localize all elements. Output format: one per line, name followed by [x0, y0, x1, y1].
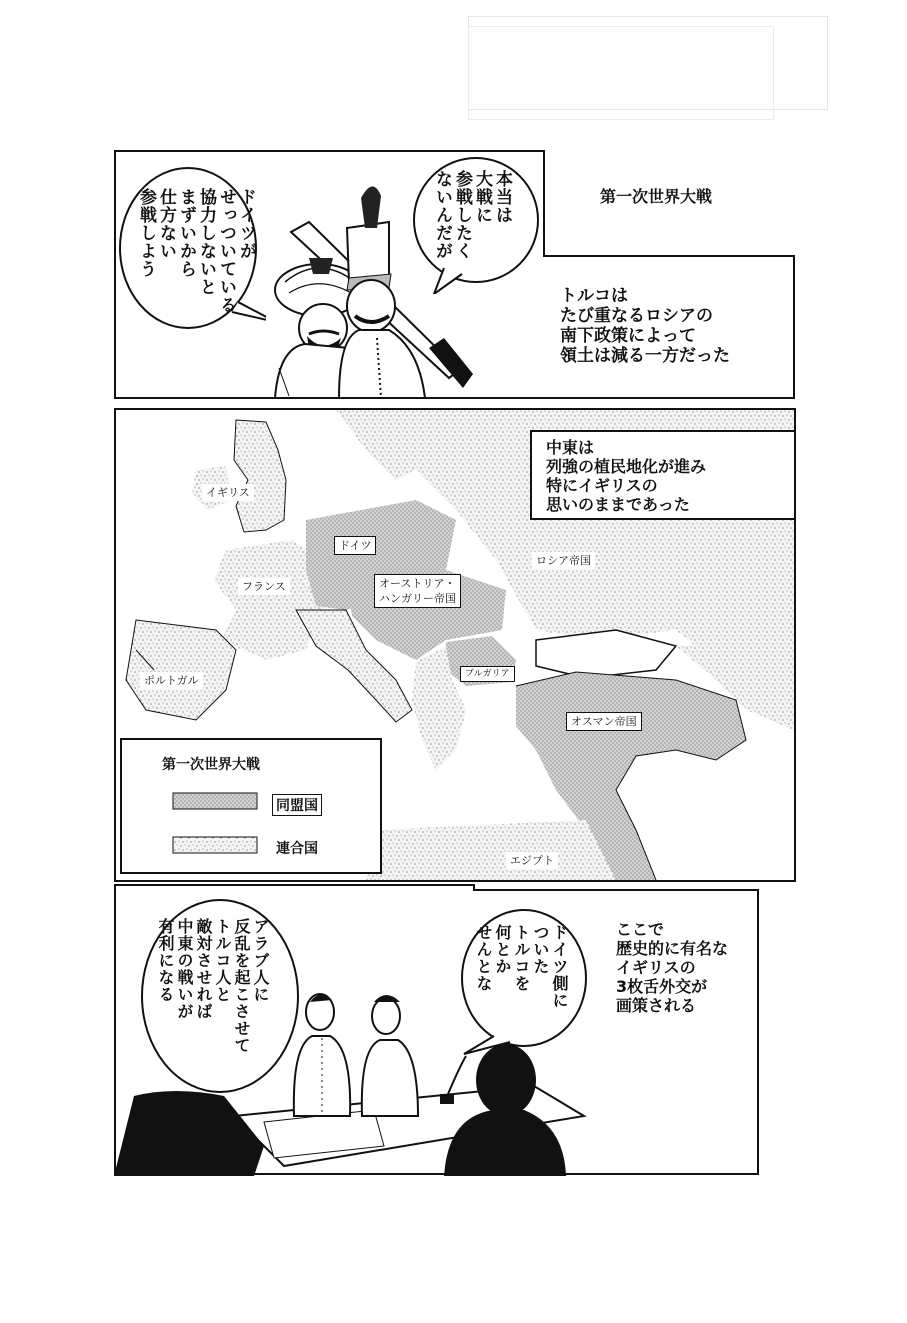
panel-3 — [114, 884, 760, 1176]
page-header-inner — [468, 26, 774, 120]
map-label-ottoman: オスマン帝国 — [566, 712, 642, 731]
map-label-germany: ドイツ — [334, 536, 376, 555]
map-label-russia: ロシア帝国 — [532, 552, 595, 569]
bubble-right-text: ドイツ側に ついた トルコを 何とか せんとな — [474, 924, 569, 1009]
map-label-bulgaria: ブルガリア — [460, 666, 515, 682]
map-label-portugal: ポルトガル — [140, 672, 203, 689]
panel-3-narration: ここで 歴史的に有名な イギリスの 3枚舌外交が 画策される — [616, 920, 729, 1015]
panel-2-map — [114, 408, 796, 882]
panel-2-caption: 中東は 列強の植民地化が進み 特にイギリスの 思いのままであった — [530, 430, 796, 520]
legend-allied-powers: 連合国 — [276, 841, 318, 857]
bubble-left-text: ドイツが せっついている 協力しないと まずいから 仕方ない 参戦しよう — [136, 188, 256, 314]
panel-1-title: 第一次世界大戦 — [600, 187, 713, 206]
map-label-france: フランス — [238, 578, 290, 595]
legend-central-powers: 同盟国 — [272, 794, 322, 816]
panel-1-narration: トルコは たび重なるロシアの 南下政策によって 領土は減る一方だった — [560, 286, 730, 366]
panel-1 — [114, 150, 796, 400]
legend-title: 第一次世界大戦 — [162, 757, 260, 773]
map-label-egypt: エジプト — [506, 852, 558, 869]
map-legend — [120, 738, 382, 874]
map-label-britain: イギリス — [202, 484, 254, 501]
bubble-right-text: 本当は 大戦に 参戦したく ないんだが — [432, 170, 512, 260]
bubble-left-text: アラブ人に 反乱を起こさせて トルコ人と 敵対させれば 中東の戦いが 有利になる — [156, 918, 270, 1054]
map-label-austria-hungary: オーストリア・ ハンガリー帝国 — [374, 574, 461, 608]
